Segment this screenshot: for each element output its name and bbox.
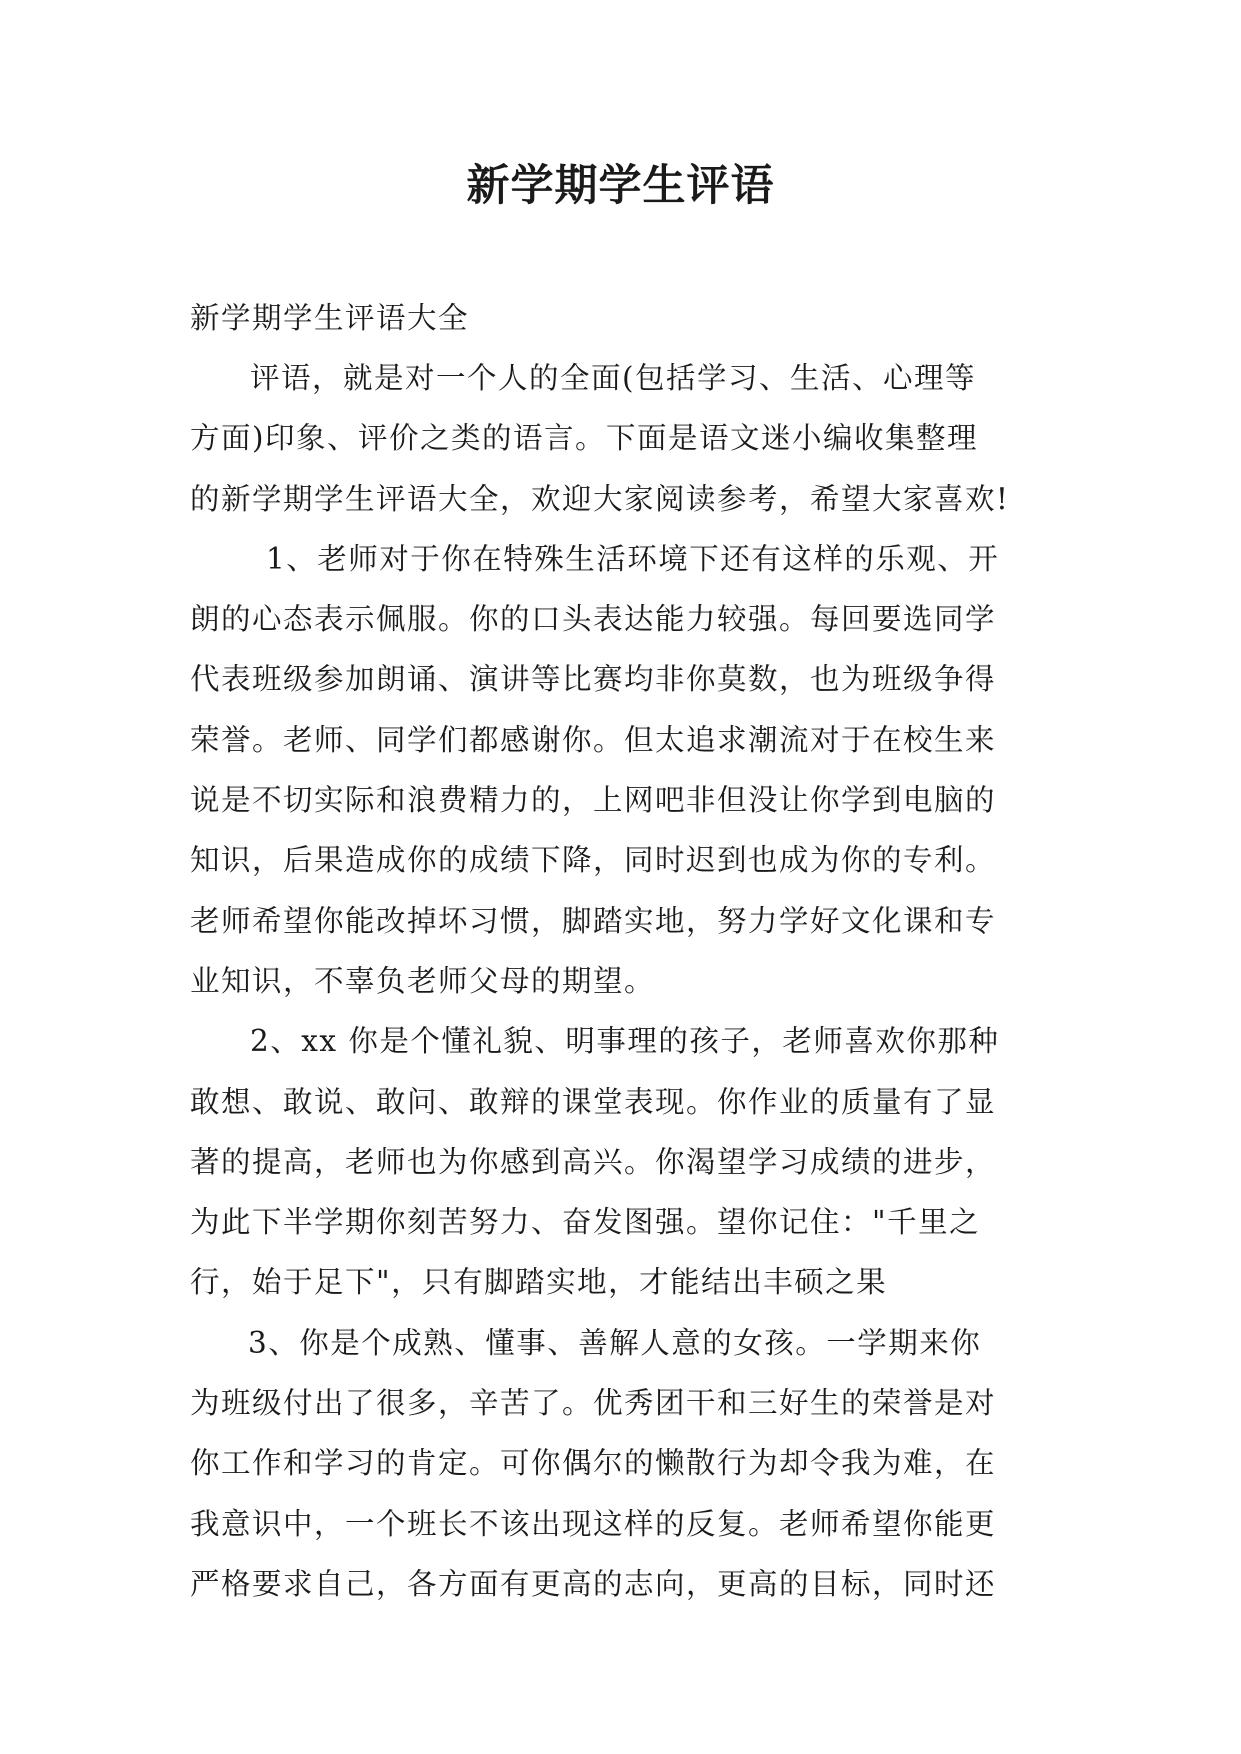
paragraph-line: 老师希望你能改掉坏习惯，脚踏实地，努力学好文化课和专 bbox=[190, 903, 997, 938]
paragraph-line: 业知识，不辜负老师父母的期望。 bbox=[190, 963, 656, 998]
paragraph-line: 行，始于足下"，只有脚踏实地，才能结出丰硕之果 bbox=[190, 1265, 888, 1300]
paragraph-line: 的新学期学生评语大全，欢迎大家阅读参考，希望大家喜欢! bbox=[190, 481, 1010, 516]
paragraph-line: 严格要求自己，各方面有更高的志向，更高的目标，同时还 bbox=[190, 1566, 997, 1601]
paragraph-line: 你工作和学习的肯定。可你偶尔的懒散行为却令我为难，在 bbox=[190, 1446, 997, 1481]
document-subtitle: 新学期学生评语大全 bbox=[190, 301, 470, 335]
paragraph-line: 著的提高，老师也为你感到高兴。你渴望学习成绩的进步， bbox=[190, 1144, 997, 1179]
comment-item-3 bbox=[190, 1313, 1050, 1614]
paragraph-line: 3、你是个成熟、懂事、善解人意的女孩。一学期来你 bbox=[248, 1325, 982, 1360]
paragraph-line: 知识，后果造成你的成绩下降，同时迟到也成为你的专利。 bbox=[190, 843, 997, 878]
intro-paragraph bbox=[190, 348, 1050, 529]
document-title: 新学期学生评语 bbox=[466, 161, 775, 211]
paragraph-line: 敢想、敢说、敢问、敢辩的课堂表现。你作业的质量有了显 bbox=[190, 1084, 997, 1119]
paragraph-line: 方面)印象、评价之类的语言。下面是语文迷小编收集整理 bbox=[190, 421, 979, 456]
comment-item-2 bbox=[190, 1011, 1050, 1312]
paragraph-line: 为班级付出了很多，辛苦了。优秀团干和三好生的荣誉是对 bbox=[190, 1386, 997, 1421]
paragraph-line: 朗的心态表示佩服。你的口头表达能力较强。每回要选同学 bbox=[190, 602, 997, 637]
paragraph-line: 我意识中，一个班长不该出现这样的反复。老师希望你能更 bbox=[190, 1506, 997, 1541]
paragraph-line: 2、xx 你是个懂礼貌、明事理的孩子，老师喜欢你那种 bbox=[250, 1024, 1000, 1059]
comment-item-1 bbox=[190, 529, 1050, 1011]
paragraph-line: 说是不切实际和浪费精力的，上网吧非但没让你学到电脑的 bbox=[190, 783, 997, 818]
paragraph-line: 1、老师对于你在特殊生活环境下还有这样的乐观、开 bbox=[266, 541, 1000, 576]
paragraph-line: 评语，就是对一个人的全面(包括学习、生活、心理等 bbox=[250, 361, 977, 395]
paragraph-line: 代表班级参加朗诵、演讲等比赛均非你莫数，也为班级争得 bbox=[190, 662, 997, 697]
paragraph-line: 荣誉。老师、同学们都感谢你。但太追求潮流对于在校生来 bbox=[190, 722, 997, 757]
paragraph-line: 为此下半学期你刻苦努力、奋发图强。望你记住："千里之 bbox=[190, 1205, 981, 1240]
document-body bbox=[190, 288, 1050, 1614]
